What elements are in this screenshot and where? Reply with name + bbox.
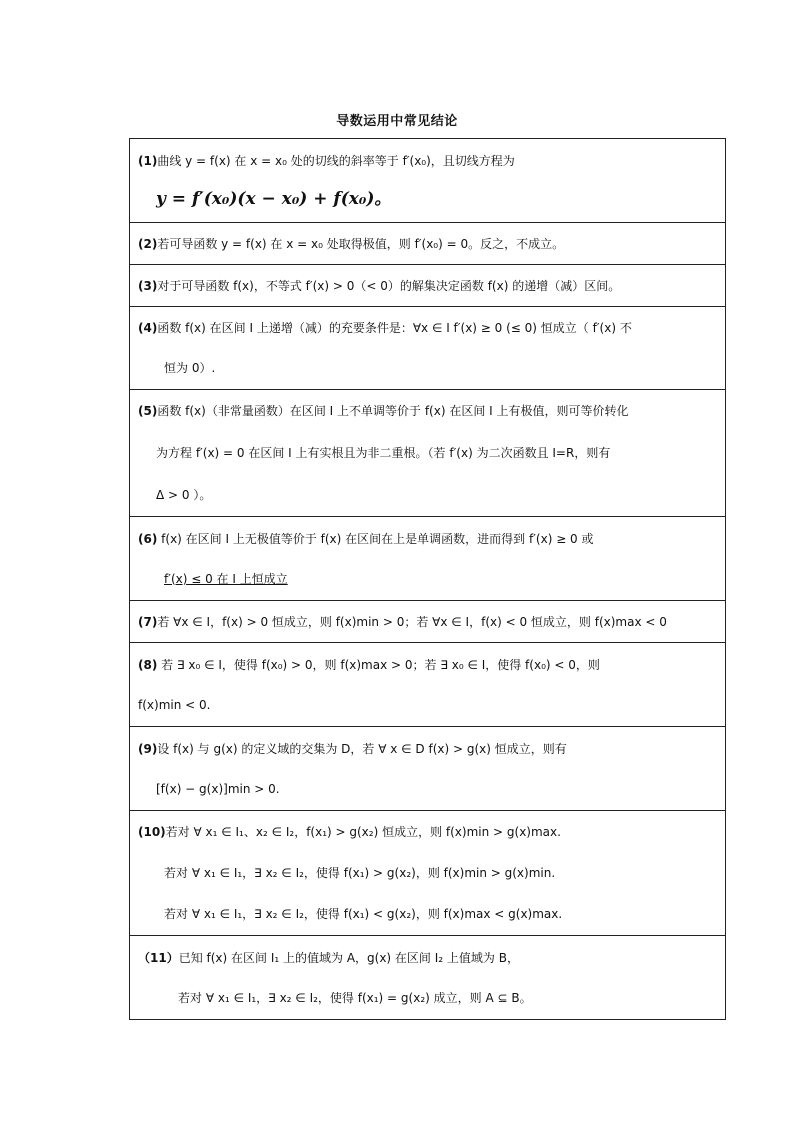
row-line: (2)若可导函数 y = f(x) 在 x = x₀ 处取得极值，则 f′(x₀) = 0。反之，不成立。 — [138, 236, 565, 251]
table-row — [130, 601, 726, 643]
table-row — [130, 223, 726, 265]
row-line: (7)若 ∀x ∈ I，f(x) > 0 恒成立，则 f(x)min > 0；若 ∀x ∈ I，f(x) < 0 恒成立，则 f(x)max < 0 — [138, 614, 667, 629]
row-line: [f(x) − g(x)]min > 0. — [156, 781, 280, 796]
row-cell — [130, 517, 726, 601]
row-number: (7) — [138, 614, 158, 629]
table-row — [130, 727, 726, 811]
table-row — [130, 643, 726, 727]
row-number: (5) — [138, 404, 158, 418]
row-cell — [130, 265, 726, 307]
row-cell — [130, 223, 726, 265]
row-line: 若对 ∀ x₁ ∈ I₁，∃ x₂ ∈ I₂，使得 f(x₁) = g(x₂) 成立，则 A ⊆ B。 — [178, 990, 532, 1005]
row-line: (9)设 f(x) 与 g(x) 的定义域的交集为 D，若 ∀ x ∈ D f(x) > g(x) 恒成立，则有 — [138, 741, 567, 756]
row-line: 为方程 f′(x) = 0 在区间 I 上有实根且为非二重根。（若 f′(x) 为二次函数且 I=R，则有 — [156, 446, 611, 460]
row-line: 恒为 0）. — [164, 361, 216, 375]
row-cell — [130, 390, 726, 517]
row-line: (8) 若 ∃ x₀ ∈ I，使得 f(x₀) > 0，则 f(x)max > 0；若 ∃ x₀ ∈ I，使得 f(x₀) < 0，则 — [138, 657, 600, 672]
row-number: (8) — [138, 657, 158, 672]
row-line: (5)函数 f(x)（非常量函数）在区间 I 上不单调等价于 f(x) 在区间 I 上有极值，则可等价转化 — [138, 404, 629, 418]
row-number: (9) — [138, 741, 158, 756]
row-cell — [130, 727, 726, 811]
row-line: f(x)min < 0. — [138, 697, 211, 712]
row-line: 若对 ∀ x₁ ∈ I₁，∃ x₂ ∈ I₂，使得 f(x₁) > g(x₂)，则 f(x)min > g(x)min. — [164, 865, 556, 880]
table-row — [130, 517, 726, 601]
row-line: （11）已知 f(x) 在区间 I₁ 上的值域为 A，g(x) 在区间 I₂ 上值域为 B， — [138, 950, 519, 965]
tangent-equation: y = f′(x₀)(x − x₀) + f(x₀)。 — [156, 188, 392, 209]
row-cell — [130, 643, 726, 727]
row-line: 若对 ∀ x₁ ∈ I₁，∃ x₂ ∈ I₂，使得 f(x₁) < g(x₂)，则 f(x)max < g(x)max. — [164, 906, 563, 921]
row-line: (10)若对 ∀ x₁ ∈ I₁、x₂ ∈ I₂，f(x₁) > g(x₂) 恒成立，则 f(x)min > g(x)max. — [138, 824, 561, 839]
row-number: （11） — [138, 950, 179, 965]
row-cell — [130, 139, 726, 223]
row-line: (1)曲线 y = f(x) 在 x = x₀ 处的切线的斜率等于 f′(x₀)，且切线方程为 — [138, 153, 515, 168]
row-number: (1) — [138, 153, 158, 168]
row-number: (10) — [138, 824, 166, 839]
table-row — [130, 936, 726, 1020]
table-row — [130, 811, 726, 936]
row-cell — [130, 307, 726, 390]
row-line: f′(x) ≤ 0 在 I 上恒成立 — [164, 571, 288, 586]
conclusions-table — [129, 138, 726, 1020]
row-line: Δ > 0 ）。 — [156, 488, 212, 502]
table-row — [130, 265, 726, 307]
row-number: (3) — [138, 278, 158, 293]
row-cell — [130, 811, 726, 936]
table-row — [130, 139, 726, 223]
table-row — [130, 307, 726, 390]
row-line: (6) f(x) 在区间 I 上无极值等价于 f(x) 在区间在上是单调函数，进而得到 f′(x) ≥ 0 或 — [138, 531, 594, 546]
row-line: (4)函数 f(x) 在区间 I 上递增（减）的充要条件是：∀x ∈ I f′(x) ≥ 0 (≤ 0) 恒成立（ f′(x) 不 — [138, 321, 632, 335]
row-number: (4) — [138, 321, 158, 335]
row-cell — [130, 936, 726, 1020]
table-row — [130, 390, 726, 517]
row-number: (2) — [138, 236, 158, 251]
row-number: (6) — [138, 531, 158, 546]
document-title: 导数运用中常见结论 — [336, 114, 458, 129]
row-cell — [130, 601, 726, 643]
row-line: (3)对于可导函数 f(x)，不等式 f′(x) > 0（< 0）的解集决定函数 f(x) 的递增（减）区间。 — [138, 278, 621, 293]
